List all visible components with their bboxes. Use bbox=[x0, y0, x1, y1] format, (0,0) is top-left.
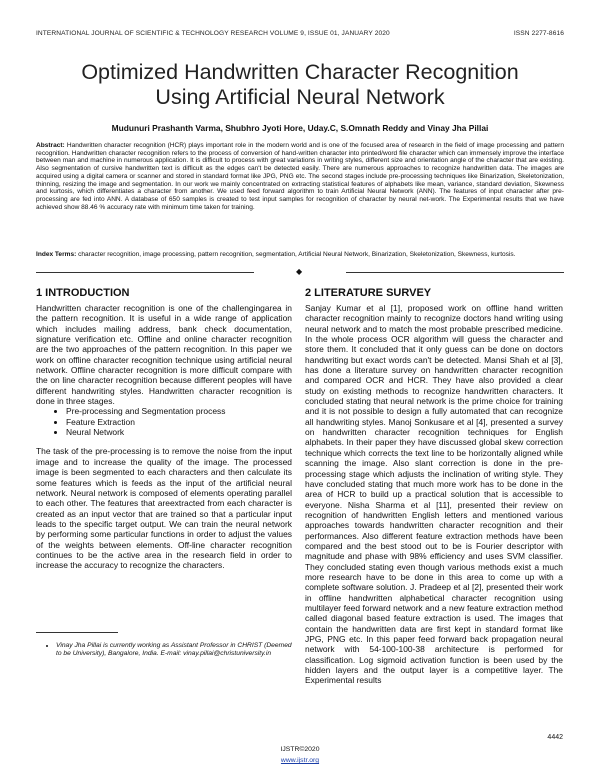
section-divider bbox=[36, 267, 564, 276]
literature-survey-paragraph: Sanjay Kumar et al [1], proposed work on offline hand written character recognition mainly to recognize doctors hand writing using neural network and to match the most probable prescribed medicine. In the whole process OCR algorithm will guess the character and store them. It concluded that it only guess can be done on doctors handwriting but exact words can't be detected. Mansi Shah et al [3], has done a literature survey on handwritten character recognition and compared OCR and HCR. They have also provided a clear study on existing methods to recognize handwritten characters. It concluded stating that neural network is the prime choice for training and it is not possible to design a fully automated that can recognize all handwriting styles. Manoj Sonkusare et al [4], presented a survey on handwritten character recognition techniques for English alphabets. In their paper they have discussed global skew correction technique which corrects the text line to be horizontally aligned while scanning the image. Also slant correction is done in the pre-processing stage which adjusts the inclination of writing style. They have concluded stating that much more work has to be done in the area of HCR to build up a practical solution that is accessible to everyone. Nisha Sharma et al [11], presented their review on recognition of handwritten English letters and mentioned various approaches towards handwritten character recognition and their performances. Also different feature extraction methods have been compared and the best stood out to be is Fourier descriptor with magnitude and phase with 98% efficiency and uses SVM classifier. They concluded stating even though various methods exist a much more research have to be done in this area to come up with a complete software solution. J. Pradeep et al [2], presented their work in offline handwritten alphabetical character recognition using multilayer feed forward network and a new feature extraction method called diagonal based feature extraction is used. The images that contain the handwritten data are first kept in standard format like JPG, PNG etc. In this paper feed forward back propagation neural network with 54-100-100-38 architecture is performed for classification. Log sigmoid activation function is been used by the hidden layers and the output layer is a competitive layer. The Experimental results bbox=[305, 303, 563, 686]
stages-list bbox=[36, 406, 292, 437]
index-terms-text: character recognition, image processing, pattern recognition, segmentation, Artificial Neural Network, Binarization, Skeletonization, Skewness, kurtosis. bbox=[78, 251, 516, 258]
author-footnote bbox=[36, 642, 292, 658]
paper-title bbox=[40, 60, 560, 110]
literature-survey-heading: 2 LITERATURE SURVEY bbox=[305, 287, 432, 299]
introduction-heading: 1 INTRODUCTION bbox=[36, 287, 130, 299]
page-number: 4442 bbox=[547, 734, 563, 741]
index-terms-label: Index Terms: bbox=[36, 251, 77, 258]
divider-line-left bbox=[36, 272, 254, 273]
footnote-text: • Vinay Jha Pillai is currently working as Assistant Professor in CHRIST (Deemed to be University), Bangalore, India. E-mail: vinay.pillai@christuniversity.in bbox=[56, 642, 292, 658]
list-item: • Pre-processing and Segmentation process bbox=[66, 406, 292, 416]
right-column bbox=[305, 287, 563, 686]
paper-title-line-2: Using Artificial Neural Network bbox=[155, 85, 445, 109]
left-column bbox=[36, 287, 292, 571]
footer-copyright: IJSTR©2020 bbox=[280, 746, 320, 753]
footer-url-link[interactable]: www.ijstr.org bbox=[280, 757, 320, 764]
abstract bbox=[36, 142, 564, 211]
introduction-paragraph-2: The task of the pre-processing is to remove the noise from the input image and to increase the quality of the image. The processed image is been segmented to each characters and then calculate its some features which is feeds as the input of the artificial neural network. Neural network is composed of elements operating parallel to each other. The features that areextracted from each character is created as an input vector that are trained so that a particular input leads to the specific target output. We can train the neural network by performing some particular functions in order to adjust the values of the weights between elements. Off-line character recognition continues to be the active area in the research field in order to increase the accuracy to recognize the characters. bbox=[36, 446, 292, 571]
abstract-text: Handwritten character recognition (HCR) plays important role in the modern world and is one of the focused area of research in the field of image processing and pattern recognition. Handwritten character recognition refers to the process of conversion of hand-written character into printed/word file character which can immensely improve the interface between man and machine in numerous application. It is difficult to process with great variations in writing styles, different size and orientation angle of the character that are existing. Also segmentation of cursive handwritten text is difficult as the edges can't be detected easily. There are numerous approaches to recognize handwritten data. The images are acquired using a digital camera or scanner and stored in standard format like JPG, PNG etc. The second stages include pre-processing techniques like Binarization, Skeletonization, thinning, resizing the image and segmentation. In our work we mainly concentrated on extracting statistical features of alphabets like mean, variance, standard deviation, Skewness and kurtosis, which differentiates a character from another. We used feed forward algorithm to train Artificial Neural Network (ANN). The features of input character after pre-processing are fed into ANN. A database of 650 samples is created to test input samples for recognition of character by neural net-work. The Experimental results that we have achieved show 88.46 % accuracy rate with minimum time taken for training. bbox=[36, 142, 564, 211]
journal-name: INTERNATIONAL JOURNAL OF SCIENTIFIC & TECHNOLOGY RESEARCH VOLUME 9, ISSUE 01, JANUARY 2020 bbox=[36, 30, 390, 37]
list-item: • Neural Network bbox=[66, 427, 292, 437]
introduction-paragraph-1: Handwritten character recognition is one of the challengingarea in the pattern recognition. It is useful in a wide range of application which includes mailing address, bank check documentation, signature verification etc. Offline and online character recognition are the two approaches of the pattern recognition. In this paper we work on offline character recognition technique using artificial neural network. Offline character recognition is more difficult compare with the on line character recognition because different peoples will have different handwriting styles. Handwritten character recognition is done in three stages. bbox=[36, 303, 292, 407]
diamond-icon: ◆ bbox=[296, 267, 303, 276]
divider-line-right bbox=[346, 272, 564, 273]
journal-issn: ISSN 2277-8616 bbox=[513, 30, 564, 37]
index-terms bbox=[36, 251, 564, 259]
abstract-label: Abstract: bbox=[36, 142, 65, 149]
author-list: Mudunuri Prashanth Varma, Shubhro Jyoti Hore, Uday.C, S.Omnath Reddy and Vinay Jha Pillai bbox=[111, 123, 489, 133]
paper-title-line-1: Optimized Handwritten Character Recognition bbox=[81, 60, 519, 84]
footnote-rule bbox=[36, 632, 118, 633]
list-item: • Feature Extraction bbox=[66, 417, 292, 427]
journal-header bbox=[36, 30, 564, 37]
